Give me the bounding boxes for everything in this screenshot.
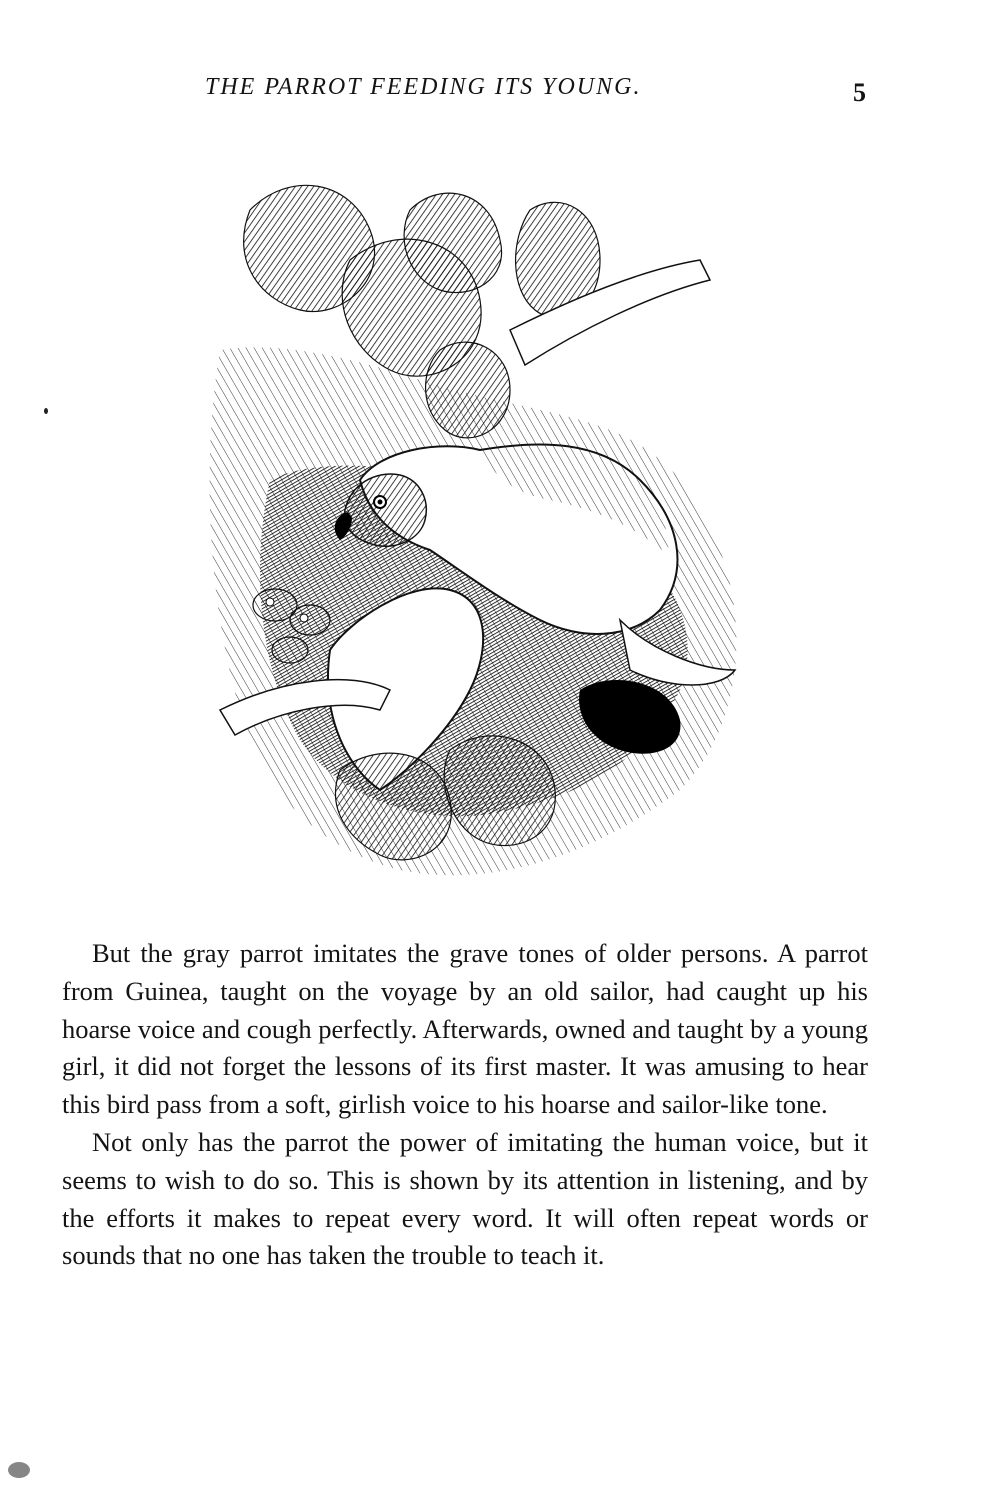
ink-speck	[8, 1462, 30, 1478]
paragraph-2: Not only has the parrot the power of imitating the human voice, but it seems to wish to do so. This is shown by its attention in listening, and by the efforts it makes to repeat every word. It will often repeat words or sounds that no one has taken the trouble to teach it.	[62, 1126, 868, 1271]
parrot-engraving-illustration	[180, 150, 760, 890]
body-text	[62, 935, 868, 1275]
running-head	[0, 70, 1000, 110]
paragraph-1: But the gray parrot imitates the grave tones of older persons. A parrot from Guinea, taught on the voyage by an old sailor, had caught up his hoarse voice and cough perfectly. Afterwards, owned and taught by a young girl, it did not forget the lessons of its first master. It was amusing to hear this bird pass from a soft, girlish voice to his hoarse and sailor-like tone.	[62, 938, 868, 1120]
ink-speck	[44, 408, 48, 414]
page-number: 5	[853, 78, 866, 107]
running-title: THE PARROT FEEDING ITS YOUNG.	[205, 74, 642, 100]
